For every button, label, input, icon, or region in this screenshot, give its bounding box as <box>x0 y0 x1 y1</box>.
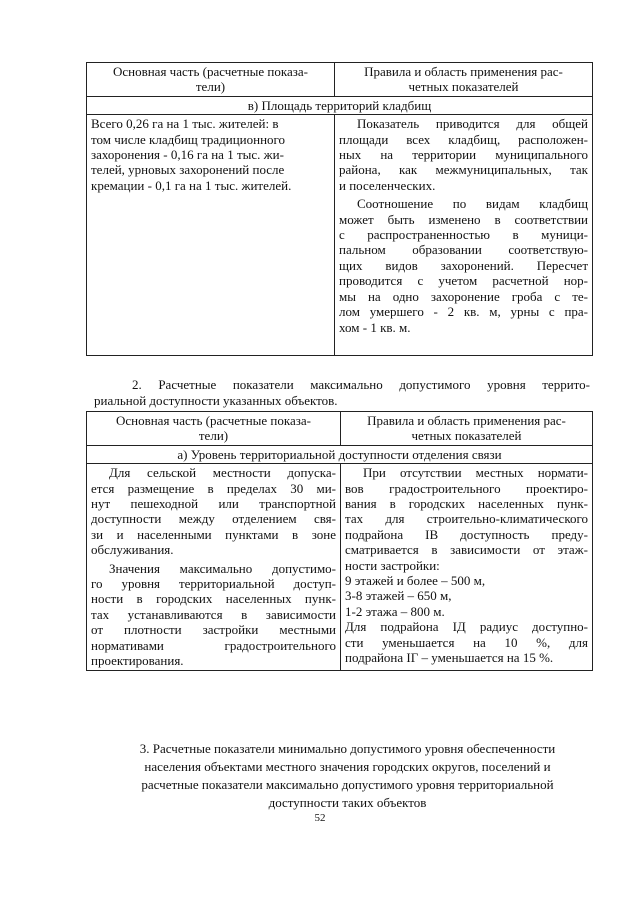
cell-rules <box>341 464 593 671</box>
table-row <box>87 464 593 671</box>
header-line: четных показателей <box>411 428 522 444</box>
text-line: сматривается в зависимости от этаж- <box>345 542 588 558</box>
header-line: тели) <box>195 79 226 95</box>
text-line: подрайона IГ – уменьшается на 15 %. <box>345 650 554 666</box>
text-line: захоронения - 0,16 га на 1 тыс. жи- <box>91 147 284 163</box>
header-main-part <box>87 412 341 446</box>
text-line: 9 этажей и более – 500 м, <box>345 573 486 589</box>
text-line: ется размещение в пределах 30 ми- <box>91 480 336 496</box>
text-line: го уровня территориальной доступ- <box>91 576 336 592</box>
page-number: 52 <box>314 812 326 824</box>
text-line: мы на одно захоронение гроба с те- <box>339 288 588 304</box>
text-line: доступности между отделением свя- <box>91 511 336 527</box>
text-line: щих видов захоронений. Пересчет <box>339 257 588 273</box>
text-line: может быть изменено в соответствии <box>339 211 588 227</box>
header-line: Правила и область применения рас- <box>364 64 563 79</box>
text-line: с распространенностью в муници- <box>339 227 588 243</box>
text-line: подрайона IВ доступность преду- <box>345 526 588 542</box>
text-line: от плотности застройки местными <box>91 622 336 638</box>
text-line: Всего 0,26 га на 1 тыс. жителей: в <box>91 116 279 132</box>
text-line: проектирования. <box>91 653 184 669</box>
text-line: проводится с учетом расчетной нор- <box>339 273 588 289</box>
text-line: 3-8 этажей – 650 м, <box>345 588 452 604</box>
text-line: пальном образовании соответствую- <box>339 242 588 258</box>
table-header-row <box>87 63 593 97</box>
header-rules <box>335 63 593 97</box>
text-line: площади всех кладбищ, расположен- <box>339 131 588 147</box>
text-line: расчетные показатели максимально допустимого уровня территориальной <box>141 777 554 792</box>
text-line: Значения максимально допустимо- <box>109 560 336 576</box>
text-line: вов градостроительного проектиро- <box>345 480 588 496</box>
text-line: населения объектами местного значения городских округов, поселений и <box>144 759 551 774</box>
header-rules <box>341 412 593 446</box>
text-line: телей, урновых захоронений после <box>91 162 285 178</box>
text-line: ности застройки: <box>345 557 440 573</box>
text-line: доступности таких объектов <box>268 795 427 810</box>
text-line: вания в городских населенных пунк- <box>345 496 588 512</box>
table-row <box>87 115 593 356</box>
text-line: тах устанавливаются в зависимости <box>91 606 336 622</box>
text-line: Показатель приводится для общей <box>357 116 588 132</box>
text-line: сти уменьшается на 10 %, для <box>345 634 588 650</box>
text-line: 1-2 этажа – 800 м. <box>345 603 445 619</box>
section-row <box>87 445 593 463</box>
text-line: риальной доступности указанных объектов. <box>94 393 338 408</box>
cell-main-part <box>87 464 341 671</box>
text-line: При отсутствии местных нормати- <box>363 465 588 481</box>
cell-rules <box>335 115 593 356</box>
header-line: Основная часть (расчетные показа- <box>112 64 309 79</box>
text-line: района, как межмуниципальных, так <box>339 162 588 178</box>
text-line: зи и населенными пунктами в зоне <box>91 526 336 542</box>
text-line: 3. Расчетные показатели минимально допустимого уровня обеспеченности <box>139 741 556 756</box>
section-row <box>87 96 593 114</box>
text-line: нут пешеходной или транспортной <box>91 496 336 512</box>
text-line: кремации - 0,1 га на 1 тыс. жителей. <box>91 177 292 193</box>
text-line: и поселенческих. <box>339 177 436 193</box>
text-line: нормативами градостроительного <box>91 637 336 653</box>
text-line: Соотношение по видам кладбищ <box>357 196 588 212</box>
header-line: четных показателей <box>408 79 519 95</box>
header-line: тели) <box>198 428 229 444</box>
text-line: Для подрайона IД радиус доступно- <box>345 619 588 635</box>
text-line: тах для строительно-климатического <box>345 511 588 527</box>
section-title: а) Уровень территориальной доступности отделения связи <box>87 445 593 463</box>
header-main-part <box>87 63 335 97</box>
text-line: том числе кладбищ традиционного <box>91 131 286 147</box>
text-line: лом умершего - 2 кв. м, урны с пра- <box>339 304 588 320</box>
text-line: Для сельской местности допуска- <box>109 465 336 481</box>
text-line: ности в городских населенных пунк- <box>91 591 336 607</box>
header-line: Правила и область применения рас- <box>367 413 566 428</box>
text-line: ных на территории муниципального <box>339 147 588 163</box>
table-cemeteries <box>86 62 593 356</box>
table-header-row <box>87 412 593 446</box>
text-line: обслуживания. <box>91 542 174 558</box>
header-line: Основная часть (расчетные показа- <box>115 413 312 428</box>
table-post-office <box>86 411 593 671</box>
cell-main-part <box>87 115 335 356</box>
paragraph-2 <box>94 377 590 409</box>
section-3-heading <box>100 740 595 812</box>
text-line: 2. Расчетные показатели максимально допустимого уровня террито- <box>132 377 590 392</box>
text-line: хом - 1 кв. м. <box>339 319 411 335</box>
section-title: в) Площадь территорий кладбищ <box>87 96 593 114</box>
